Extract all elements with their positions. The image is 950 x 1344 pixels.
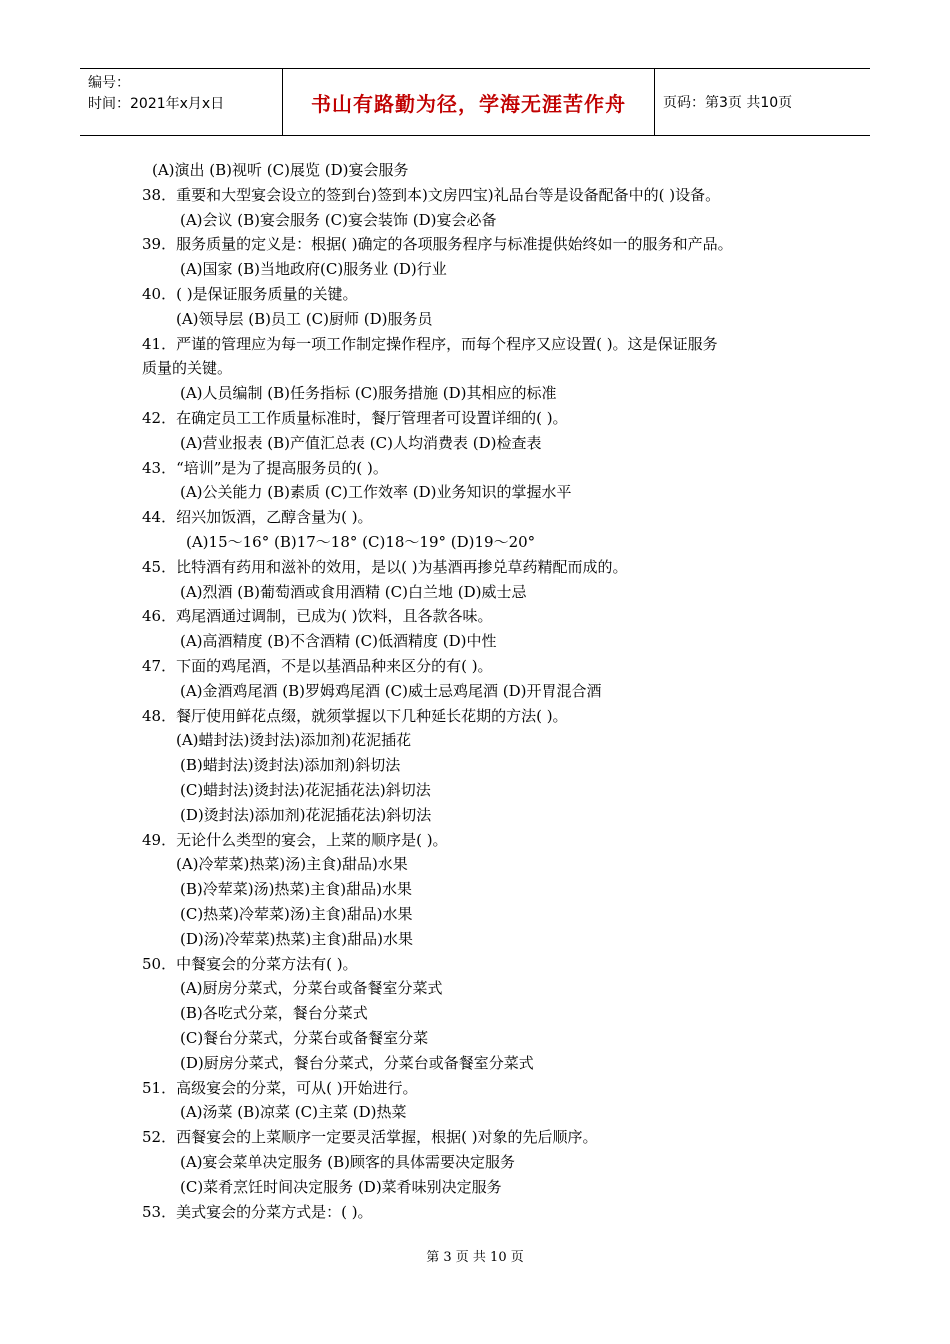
header-page-number: 页码：第3页 共10页 (663, 95, 793, 111)
text-line: (A)宴会菜单决定服务 (B)顾客的具体需要决定服务 (180, 1153, 516, 1171)
text-line: 41．严谨的管理应为每一项工作制定操作程序，而每个程序又应设置( )。这是保证服务 (142, 334, 718, 353)
header-meta (80, 69, 283, 135)
text-line: 42．在确定员工工作质量标准时，餐厅管理者可设置详细的( )。 (142, 409, 568, 427)
document-time-label: 时间：2021年x月x日 (88, 96, 225, 112)
text-line: 53．美式宴会的分菜方式是：( )。 (142, 1202, 373, 1221)
text-line: (D)汤)冷荤菜)热菜)主食)甜品)水果 (180, 929, 413, 948)
page-header (80, 68, 870, 136)
text-line: 44．绍兴加饭酒，乙醇含量为( )。 (142, 508, 373, 527)
text-line: (C)热菜)冷荤菜)汤)主食)甜品)水果 (180, 905, 413, 923)
text-line: (B)各吃式分菜，餐台分菜式 (180, 1004, 368, 1023)
text-line: (A)人员编制 (B)任务指标 (C)服务措施 (D)其相应的标准 (180, 384, 557, 403)
text-line: 50．中餐宴会的分菜方法有( )。 (142, 954, 358, 973)
text-line: 51．高级宴会的分菜，可从( )开始进行。 (142, 1078, 418, 1097)
text-line: 48．餐厅使用鲜花点缀，就须掌握以下几种延长花期的方法( )。 (142, 706, 568, 725)
text-line: 45．比特酒有药用和滋补的效用，是以( )为基酒再掺兑草药精配而成的。 (142, 557, 628, 576)
text-line: 43．“培训”是为了提高服务员的( )。 (142, 458, 388, 477)
text-line: (C)菜肴烹饪时间决定服务 (D)菜肴味别决定服务 (180, 1177, 502, 1196)
text-line: 质量的关键。 (142, 359, 233, 378)
text-line: (A)国家 (B)当地政府(C)服务业 (D)行业 (180, 260, 447, 279)
text-line: 39．服务质量的定义是：根据( )确定的各项服务程序与标准提供始终如一的服务和产品。 (142, 235, 733, 254)
text-line: (A)领导层 (B)员工 (C)厨师 (D)服务员 (176, 309, 433, 328)
text-line: (D)厨房分菜式，餐台分菜式，分菜台或备餐室分菜式 (180, 1053, 534, 1072)
text-line: 38．重要和大型宴会设立的签到台)签到本)文房四宝)礼品台等是设备配备中的( )设备。 (142, 185, 721, 204)
text-line: 49．无论什么类型的宴会，上菜的顺序是( )。 (142, 830, 448, 849)
header-motto: 书山有路勤为径，学海无涯苦作舟 (283, 69, 655, 135)
text-line: (A)冷荤菜)热菜)汤)主食)甜品)水果 (176, 855, 408, 874)
page-footer: 第 3 页 共 10 页 (426, 1250, 524, 1265)
text-line: 40．( )是保证服务质量的关键。 (142, 285, 358, 303)
text-line: 46．鸡尾酒通过调制，已成为( )饮料，且各款各味。 (142, 607, 493, 626)
text-line: (A)蜡封法)烫封法)添加剂)花泥插花 (176, 731, 412, 750)
text-line: (A)金酒鸡尾酒 (B)罗姆鸡尾酒 (C)威士忌鸡尾酒 (D)开胃混合酒 (180, 681, 602, 700)
text-line: (C)蜡封法)烫封法)花泥插花法)斜切法 (180, 781, 431, 799)
text-line: (A)15～16° (B)17～18° (C)18～19° (D)19～20° (186, 533, 536, 551)
text-line: 47．下面的鸡尾酒，不是以基酒品种来区分的有( )。 (142, 657, 493, 675)
text-line: (B)蜡封法)烫封法)添加剂)斜切法 (180, 756, 401, 775)
text-line: (A)会议 (B)宴会服务 (C)宴会装饰 (D)宴会必备 (180, 210, 497, 229)
text-line: (C)餐台分菜式，分菜台或备餐室分菜 (180, 1029, 429, 1047)
text-line: (D)烫封法)添加剂)花泥插花法)斜切法 (180, 805, 432, 824)
text-line: (A)厨房分菜式，分菜台或备餐室分菜式 (180, 979, 443, 998)
text-line: (A)公关能力 (B)素质 (C)工作效率 (D)业务知识的掌握水平 (180, 483, 572, 502)
text-line: (A)汤菜 (B)凉菜 (C)主菜 (D)热菜 (180, 1103, 407, 1122)
text-line: (A)高酒精度 (B)不含酒精 (C)低酒精度 (D)中性 (180, 632, 497, 651)
document-number-label: 编号： (88, 75, 130, 91)
text-line: (B)冷荤菜)汤)热菜)主食)甜品)水果 (180, 880, 412, 899)
text-line: 52．西餐宴会的上菜顺序一定要灵活掌握，根据( )对象的先后顺序。 (142, 1128, 598, 1147)
text-line: (A)烈酒 (B)葡萄酒或食用酒精 (C)白兰地 (D)威士忌 (180, 582, 527, 601)
text-line: (A)演出 (B)视听 (C)展览 (D)宴会服务 (152, 161, 409, 179)
text-line: (A)营业报表 (B)产值汇总表 (C)人均消费表 (D)检查表 (180, 433, 542, 452)
